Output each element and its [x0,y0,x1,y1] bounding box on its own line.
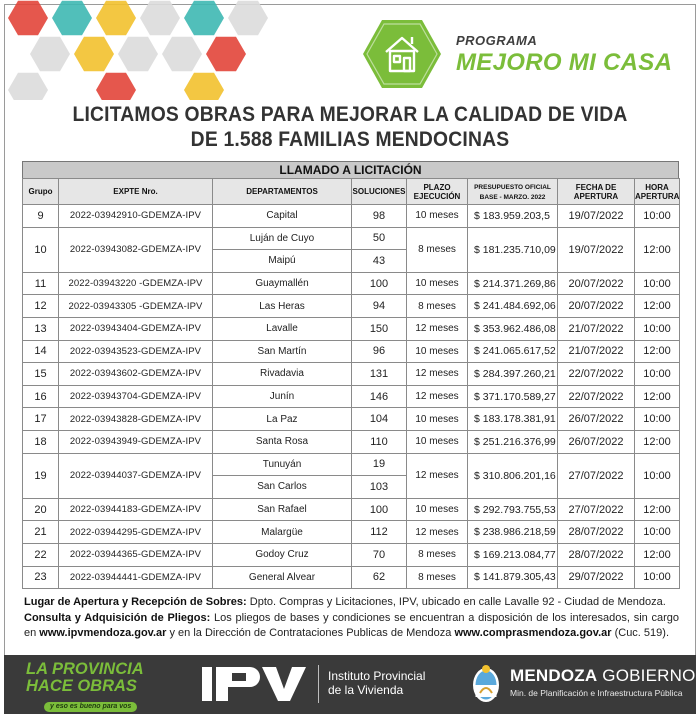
cell-grupo: 21 [23,521,59,544]
cell-expte: 2022-03942910-GDEMZA-IPV [59,205,213,228]
table-row [23,498,680,521]
decorative-hexagon [162,37,202,72]
cell-hora: 10:00 [635,205,680,228]
ipv-logo [202,665,308,703]
cell-departamento: Godoy Cruz [213,543,352,566]
table-row [23,566,680,589]
info-consulta [24,611,679,642]
cell-grupo: 10 [23,227,59,272]
cell-fecha: 21/07/2022 [558,340,635,363]
info-lugar [24,595,679,611]
cell-presupuesto: $ 241.065.617,52 [468,340,558,363]
cell-presupuesto: $ 181.235.710,09 [468,227,558,272]
col-fecha [558,179,635,205]
cell-hora: 12:00 [635,295,680,318]
mendoza-coat-of-arms-icon [470,663,502,705]
cell-presupuesto: $ 141.879.305,43 [468,566,558,589]
cell-presupuesto: $ 238.986.218,59 [468,521,558,544]
table-row [23,340,680,363]
cell-plazo: 8 meses [407,227,468,272]
col-presupuesto-line2: BASE - MARZO. 2022 [479,193,546,201]
brand-kicker: PROGRAMA [456,32,538,48]
cell-departamento: General Alvear [213,566,352,589]
gob-ministry: Min. de Planificación e Infraestructura Pública [510,688,683,698]
ipv-website-link[interactable]: www.ipvmendoza.gov.ar [39,627,167,639]
cell-departamento: Maipú [213,250,352,273]
cell-soluciones: 70 [352,543,407,566]
cell-plazo: 10 meses [407,340,468,363]
decorative-hexagon [96,1,136,36]
cell-plazo: 8 meses [407,543,468,566]
cell-presupuesto: $ 183.959.203,5 [468,205,558,228]
info-lugar-text: Dpto. Compras y Licitaciones, IPV, ubicado en calle Lavalle 92 - Ciudad de Mendoza. [246,596,666,608]
cell-expte: 2022-03943082-GDEMZA-IPV [59,227,213,272]
ipv-line-2: de la Vivienda [328,683,404,697]
cell-departamento: Malargüe [213,521,352,544]
table-header-row [23,179,680,205]
cell-presupuesto: $ 292.793.755,53 [468,498,558,521]
col-presupuesto-line1: PRESUPUESTO OFICIAL [474,183,551,191]
cell-soluciones: 146 [352,385,407,408]
cell-expte: 2022-03944037-GDEMZA-IPV [59,453,213,498]
decorative-hexagon [52,1,92,36]
cell-soluciones: 62 [352,566,407,589]
mendoza-gobierno [510,667,696,698]
cell-expte: 2022-03943949-GDEMZA-IPV [59,430,213,453]
col-soluciones: SOLUCIONES [352,179,407,205]
cell-departamento: Rivadavia [213,363,352,386]
cell-soluciones: 94 [352,295,407,318]
cell-grupo: 14 [23,340,59,363]
cell-expte: 2022-03943305 -GDEMZA-IPV [59,295,213,318]
cell-soluciones: 104 [352,408,407,431]
cell-fecha: 19/07/2022 [558,227,635,272]
table-row [23,363,680,386]
decorative-hexagon [30,37,70,72]
cell-expte: 2022-03943404-GDEMZA-IPV [59,317,213,340]
cell-plazo: 8 meses [407,566,468,589]
cell-fecha: 20/07/2022 [558,295,635,318]
col-grupo: Grupo [23,179,59,205]
cell-expte: 2022-03943602-GDEMZA-IPV [59,363,213,386]
cell-expte: 2022-03944183-GDEMZA-IPV [59,498,213,521]
cell-plazo: 10 meses [407,205,468,228]
col-fecha-line2: APERTURA [573,191,619,201]
cell-hora: 10:00 [635,272,680,295]
gob-title [510,667,696,684]
cell-departamento: San Carlos [213,476,352,499]
cell-plazo: 12 meses [407,453,468,498]
ipv-name [328,669,425,697]
decorative-hexagon [184,73,224,100]
cell-departamento: Santa Rosa [213,430,352,453]
cell-soluciones: 131 [352,363,407,386]
cell-hora: 12:00 [635,227,680,272]
cell-hora: 10:00 [635,453,680,498]
cell-soluciones: 110 [352,430,407,453]
cell-departamento: San Martín [213,340,352,363]
cell-plazo: 12 meses [407,317,468,340]
cell-grupo: 11 [23,272,59,295]
cell-hora: 10:00 [635,363,680,386]
decorative-hexagon [118,37,158,72]
cell-presupuesto: $ 183.178.381,91 [468,408,558,431]
decorative-hexagon [228,1,268,36]
cell-hora: 10:00 [635,566,680,589]
table-row [23,453,680,476]
cell-departamento: Luján de Cuyo [213,227,352,250]
cell-presupuesto: $ 310.806.201,16 [468,453,558,498]
cell-fecha: 26/07/2022 [558,430,635,453]
cell-presupuesto: $ 371.170.589,27 [468,385,558,408]
cell-departamento: Tunuyán [213,453,352,476]
cell-presupuesto: $ 169.213.084,77 [468,543,558,566]
cell-hora: 12:00 [635,385,680,408]
table-row [23,408,680,431]
cell-plazo: 10 meses [407,408,468,431]
cell-soluciones: 103 [352,476,407,499]
table-row [23,385,680,408]
cell-soluciones: 100 [352,272,407,295]
col-expte: EXPTE Nro. [59,179,213,205]
cell-soluciones: 98 [352,205,407,228]
cell-departamento: Junín [213,385,352,408]
table-row [23,543,680,566]
headline-line-2: DE 1.588 FAMILIAS MENDOCINAS [190,128,510,151]
ipv-divider [318,665,319,703]
col-presupuesto [468,179,558,205]
house-icon [362,18,442,90]
prov-tagline: y eso es bueno para vos [44,702,137,712]
cell-departamento: Capital [213,205,352,228]
cell-soluciones: 112 [352,521,407,544]
cell-fecha: 22/07/2022 [558,363,635,386]
decorative-hexagons [0,0,270,100]
col-plazo-line2: EJECUCIÓN [413,191,461,201]
cell-soluciones: 100 [352,498,407,521]
decorative-hexagon [8,73,48,100]
cell-fecha: 28/07/2022 [558,521,635,544]
cell-plazo: 10 meses [407,498,468,521]
cell-fecha: 22/07/2022 [558,385,635,408]
info-consulta-text: Los pliegos de bases y condiciones se encuentran a disposición de los interesados, sin cargo en [24,611,679,639]
table-banner: LLAMADO A LICITACIÓN [22,161,679,178]
cell-plazo: 10 meses [407,430,468,453]
cell-plazo: 8 meses [407,295,468,318]
cell-hora: 10:00 [635,521,680,544]
cell-expte: 2022-03943220 -GDEMZA-IPV [59,272,213,295]
cell-expte: 2022-03943523-GDEMZA-IPV [59,340,213,363]
cell-departamento: San Rafael [213,498,352,521]
cell-expte: 2022-03943828-GDEMZA-IPV [59,408,213,431]
program-brand [362,18,672,90]
cell-grupo: 17 [23,408,59,431]
tender-grid [22,178,680,589]
cell-fecha: 20/07/2022 [558,272,635,295]
cell-hora: 10:00 [635,317,680,340]
col-hora-line1: HORA [645,182,669,192]
cell-fecha: 29/07/2022 [558,566,635,589]
cell-soluciones: 19 [352,453,407,476]
cell-presupuesto: $ 284.397.260,21 [468,363,558,386]
decorative-hexagon [96,73,136,100]
cell-grupo: 15 [23,363,59,386]
cell-soluciones: 96 [352,340,407,363]
cell-expte: 2022-03944441-GDEMZA-IPV [59,566,213,589]
table-row [23,205,680,228]
gob-title-bold: MENDOZA [510,666,598,685]
cell-expte: 2022-03943704-GDEMZA-IPV [59,385,213,408]
table-row [23,521,680,544]
col-hora [635,179,680,205]
cell-fecha: 21/07/2022 [558,317,635,340]
gob-title-light: GOBIERNO [602,666,696,685]
cell-presupuesto: $ 214.371.269,86 [468,272,558,295]
decorative-hexagon [140,1,180,36]
decorative-hexagon [8,1,48,36]
cell-plazo: 10 meses [407,272,468,295]
info-lugar-label: Lugar de Apertura y Recepción de Sobres: [24,596,247,608]
cell-departamento: Guaymallén [213,272,352,295]
provincia-slogan [26,661,144,712]
col-departamentos: DEPARTAMENTOS [213,179,352,205]
table-row [23,430,680,453]
cell-hora: 12:00 [635,430,680,453]
cell-grupo: 12 [23,295,59,318]
cell-presupuesto: $ 241.484.692,06 [468,295,558,318]
table-row [23,272,680,295]
cell-hora: 12:00 [635,543,680,566]
cell-grupo: 19 [23,453,59,498]
cell-soluciones: 150 [352,317,407,340]
col-plazo [407,179,468,205]
cell-grupo: 18 [23,430,59,453]
cell-departamento: Las Heras [213,295,352,318]
cell-hora: 10:00 [635,408,680,431]
cell-expte: 2022-03944365-GDEMZA-IPV [59,543,213,566]
headline-line-1: LICITAMOS OBRAS PARA MEJORAR LA CALIDAD DE VIDA [72,103,628,126]
cell-departamento: Lavalle [213,317,352,340]
cell-soluciones: 43 [352,250,407,273]
footer-bar [4,655,696,714]
cell-grupo: 9 [23,205,59,228]
tender-table [22,161,679,589]
table-row [23,317,680,340]
cell-fecha: 27/07/2022 [558,498,635,521]
cell-plazo: 12 meses [407,385,468,408]
prov-line-2: HACE OBRAS [26,677,137,695]
cell-departamento: La Paz [213,408,352,431]
cell-plazo: 12 meses [407,363,468,386]
compras-website-link[interactable]: www.comprasmendoza.gov.ar [454,627,612,639]
cell-fecha: 27/07/2022 [558,453,635,498]
col-hora-line2: APERTURA [635,191,680,201]
col-fecha-line1: FECHA DE [575,182,617,192]
cell-plazo: 12 meses [407,521,468,544]
decorative-hexagon [74,37,114,72]
prov-line-1: LA PROVINCIA [26,660,144,678]
cell-grupo: 20 [23,498,59,521]
ipv-line-1: Instituto Provincial [328,669,426,683]
table-row [23,295,680,318]
info-consulta-label: Consulta y Adquisición de Pliegos: [24,611,211,624]
cell-presupuesto: $ 353.962.486,08 [468,317,558,340]
decorative-hexagon [206,37,246,72]
table-row [23,227,680,250]
cell-grupo: 13 [23,317,59,340]
cell-hora: 12:00 [635,340,680,363]
cell-hora: 12:00 [635,498,680,521]
cell-grupo: 22 [23,543,59,566]
decorative-hexagon [184,1,224,36]
cell-expte: 2022-03944295-GDEMZA-IPV [59,521,213,544]
cell-grupo: 23 [23,566,59,589]
cell-soluciones: 50 [352,227,407,250]
cell-presupuesto: $ 251.216.376,99 [468,430,558,453]
cell-grupo: 16 [23,385,59,408]
cell-fecha: 26/07/2022 [558,408,635,431]
cell-fecha: 19/07/2022 [558,205,635,228]
info-mid-text: y en la Dirección de Contrataciones Publicas de Mendoza [166,627,455,639]
brand-name: MEJORO MI CASA [456,48,673,76]
col-plazo-line1: PLAZO [423,182,451,192]
cell-fecha: 28/07/2022 [558,543,635,566]
info-end-text: (Cuc. 519). [611,627,669,639]
tender-info [24,595,679,642]
